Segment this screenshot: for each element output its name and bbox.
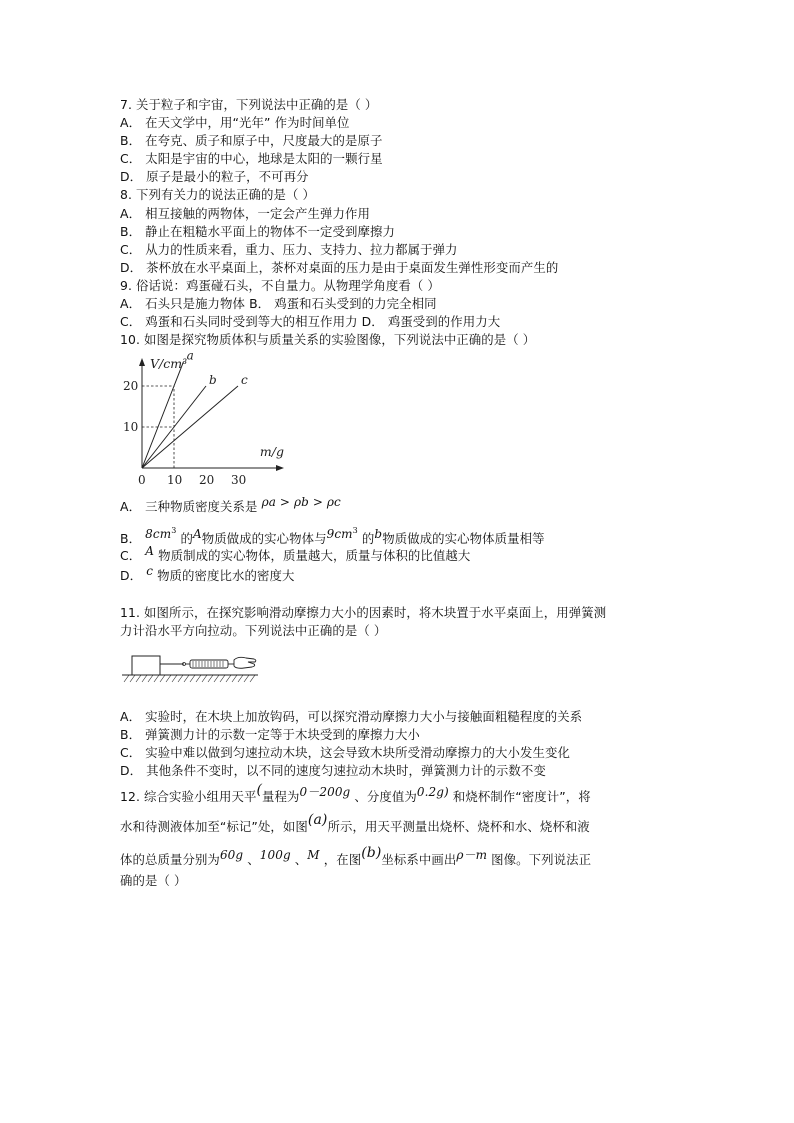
q10-option-d: D． c 物质的密度比水的密度大 [120, 564, 295, 583]
q8-option-b: B． 静止在粗糙水平面上的物体不一定受到摩擦力 [120, 224, 395, 239]
series-line-a [142, 361, 184, 468]
q10-option-b-volume-8: $8cm^3$ [145, 526, 177, 541]
q12-line4: 确的是（ ） [120, 873, 187, 888]
q11-stem-line1: 11. 如图所示，在探究影响滑动摩擦力大小的因素时，将木块置于水平桌面上，用弹簧测 [120, 605, 607, 620]
series-label-a: a [186, 350, 194, 363]
q7-option-b: B． 在夸克、质子和原子中，尺度最大的是原子 [120, 133, 383, 148]
hand-icon [234, 657, 256, 668]
x-tick-label-20: 20 [199, 473, 215, 487]
q10-volume-mass-chart [118, 350, 318, 490]
q12-line3: 体的总质量分别为60g 、100g 、M ，在图(b)坐标系中画出ρ－m 图像。下列说法正 [120, 845, 592, 867]
q8-option-d: D． 茶杯放在水平桌面上，茶杯对桌面的压力是由于桌面发生弹性形变而产生的 [120, 260, 559, 275]
x-axis-arrow [276, 465, 284, 471]
q11-stem-line2: 力计沿水平方向拉动。下列说法中正确的是（ ） [120, 623, 387, 638]
q7-option-a: A． 在天文学中，用“光年” 作为时间单位 [120, 115, 350, 130]
q8-stem: 8. 下列有关力的说法正确的是（ ） [120, 187, 315, 202]
x-tick-label-30: 30 [231, 473, 247, 487]
q11-option-d: D． 其他条件不变时，以不同的速度匀速拉动木块时，弹簧测力计的示数不变 [120, 763, 546, 778]
q7-stem: 7. 关于粒子和宇宙，下列说法中正确的是（ ） [120, 97, 378, 112]
x-tick-label-0: 0 [138, 473, 146, 487]
x-tick-label-10: 10 [167, 473, 183, 487]
q9-options-cd: C． 鸡蛋和石头同时受到等大的相互作用力 D． 鸡蛋受到的作用力大 [120, 314, 501, 329]
q10-option-b: B． $8cm^3$ 的A物质做成的实心物体与$9cm^3$ 的b物质做成的实心物体质量相等 [120, 526, 545, 546]
table-hatching [124, 675, 255, 682]
q9-stem: 9. 俗话说：鸡蛋碰石头，不自量力。从物理学角度看（ ） [120, 278, 440, 293]
q10-option-b-label: B． [120, 531, 142, 546]
q10-option-b-volume-9: $9cm^3$ [326, 526, 358, 541]
y-tick-label-10: 10 [123, 420, 139, 434]
q11-option-c: C． 实验中难以做到匀速拉动木块，这会导致木块所受滑动摩擦力的大小发生变化 [120, 745, 570, 760]
x-axis-label: m/g [259, 444, 284, 459]
y-axis-arrow [139, 358, 145, 366]
q8-option-a: A． 相互接触的两物体，一定会产生弹力作用 [120, 206, 370, 221]
y-tick-label-20: 20 [123, 379, 139, 393]
q10-option-c: C． A 物质制成的实心物体，质量越大，质量与体积的比值越大 [120, 544, 471, 563]
q11-option-b: B． 弹簧测力计的示数一定等于木块受到的摩擦力大小 [120, 727, 420, 742]
q10-stem: 10. 如图是探究物质体积与质量关系的实验图像，下列说法中正确的是（ ） [120, 332, 536, 347]
q11-friction-apparatus-figure [120, 652, 260, 688]
q11-option-a: A． 实验时，在木块上加放钩码，可以探究滑动摩擦力大小与接触面粗糙程度的关系 [120, 709, 583, 724]
series-label-b: b [209, 373, 217, 387]
y-axis-label: V/cm³ [150, 356, 188, 371]
q7-option-d: D． 原子是最小的粒子，不可再分 [120, 169, 309, 184]
q12-line2: 水和待测液体加至“标记”处，如图(a)所示，用天平测量出烧杯、烧杯和水、烧杯和液 [120, 812, 590, 834]
q10-option-a-text: A． 三种物质密度关系是 [120, 499, 258, 514]
q12-line1: 12. 综合实验小组用天平(量程为0－200g 、分度值为0.2g) 和烧杯制作“密度计”，将 [120, 782, 591, 804]
q10-option-a-math: ρa > ρb > ρc [261, 495, 341, 509]
wooden-block [132, 656, 160, 675]
q7-option-c: C． 太阳是宇宙的中心，地球是太阳的一颗行星 [120, 151, 383, 166]
q9-options-ab: A． 石头只是施力物体 B． 鸡蛋和石头受到的力完全相同 [120, 296, 437, 311]
q10-option-a [120, 495, 341, 516]
series-label-c: c [241, 373, 248, 387]
q8-option-c: C． 从力的性质来看，重力、压力、支持力、拉力都属于弹力 [120, 242, 458, 257]
